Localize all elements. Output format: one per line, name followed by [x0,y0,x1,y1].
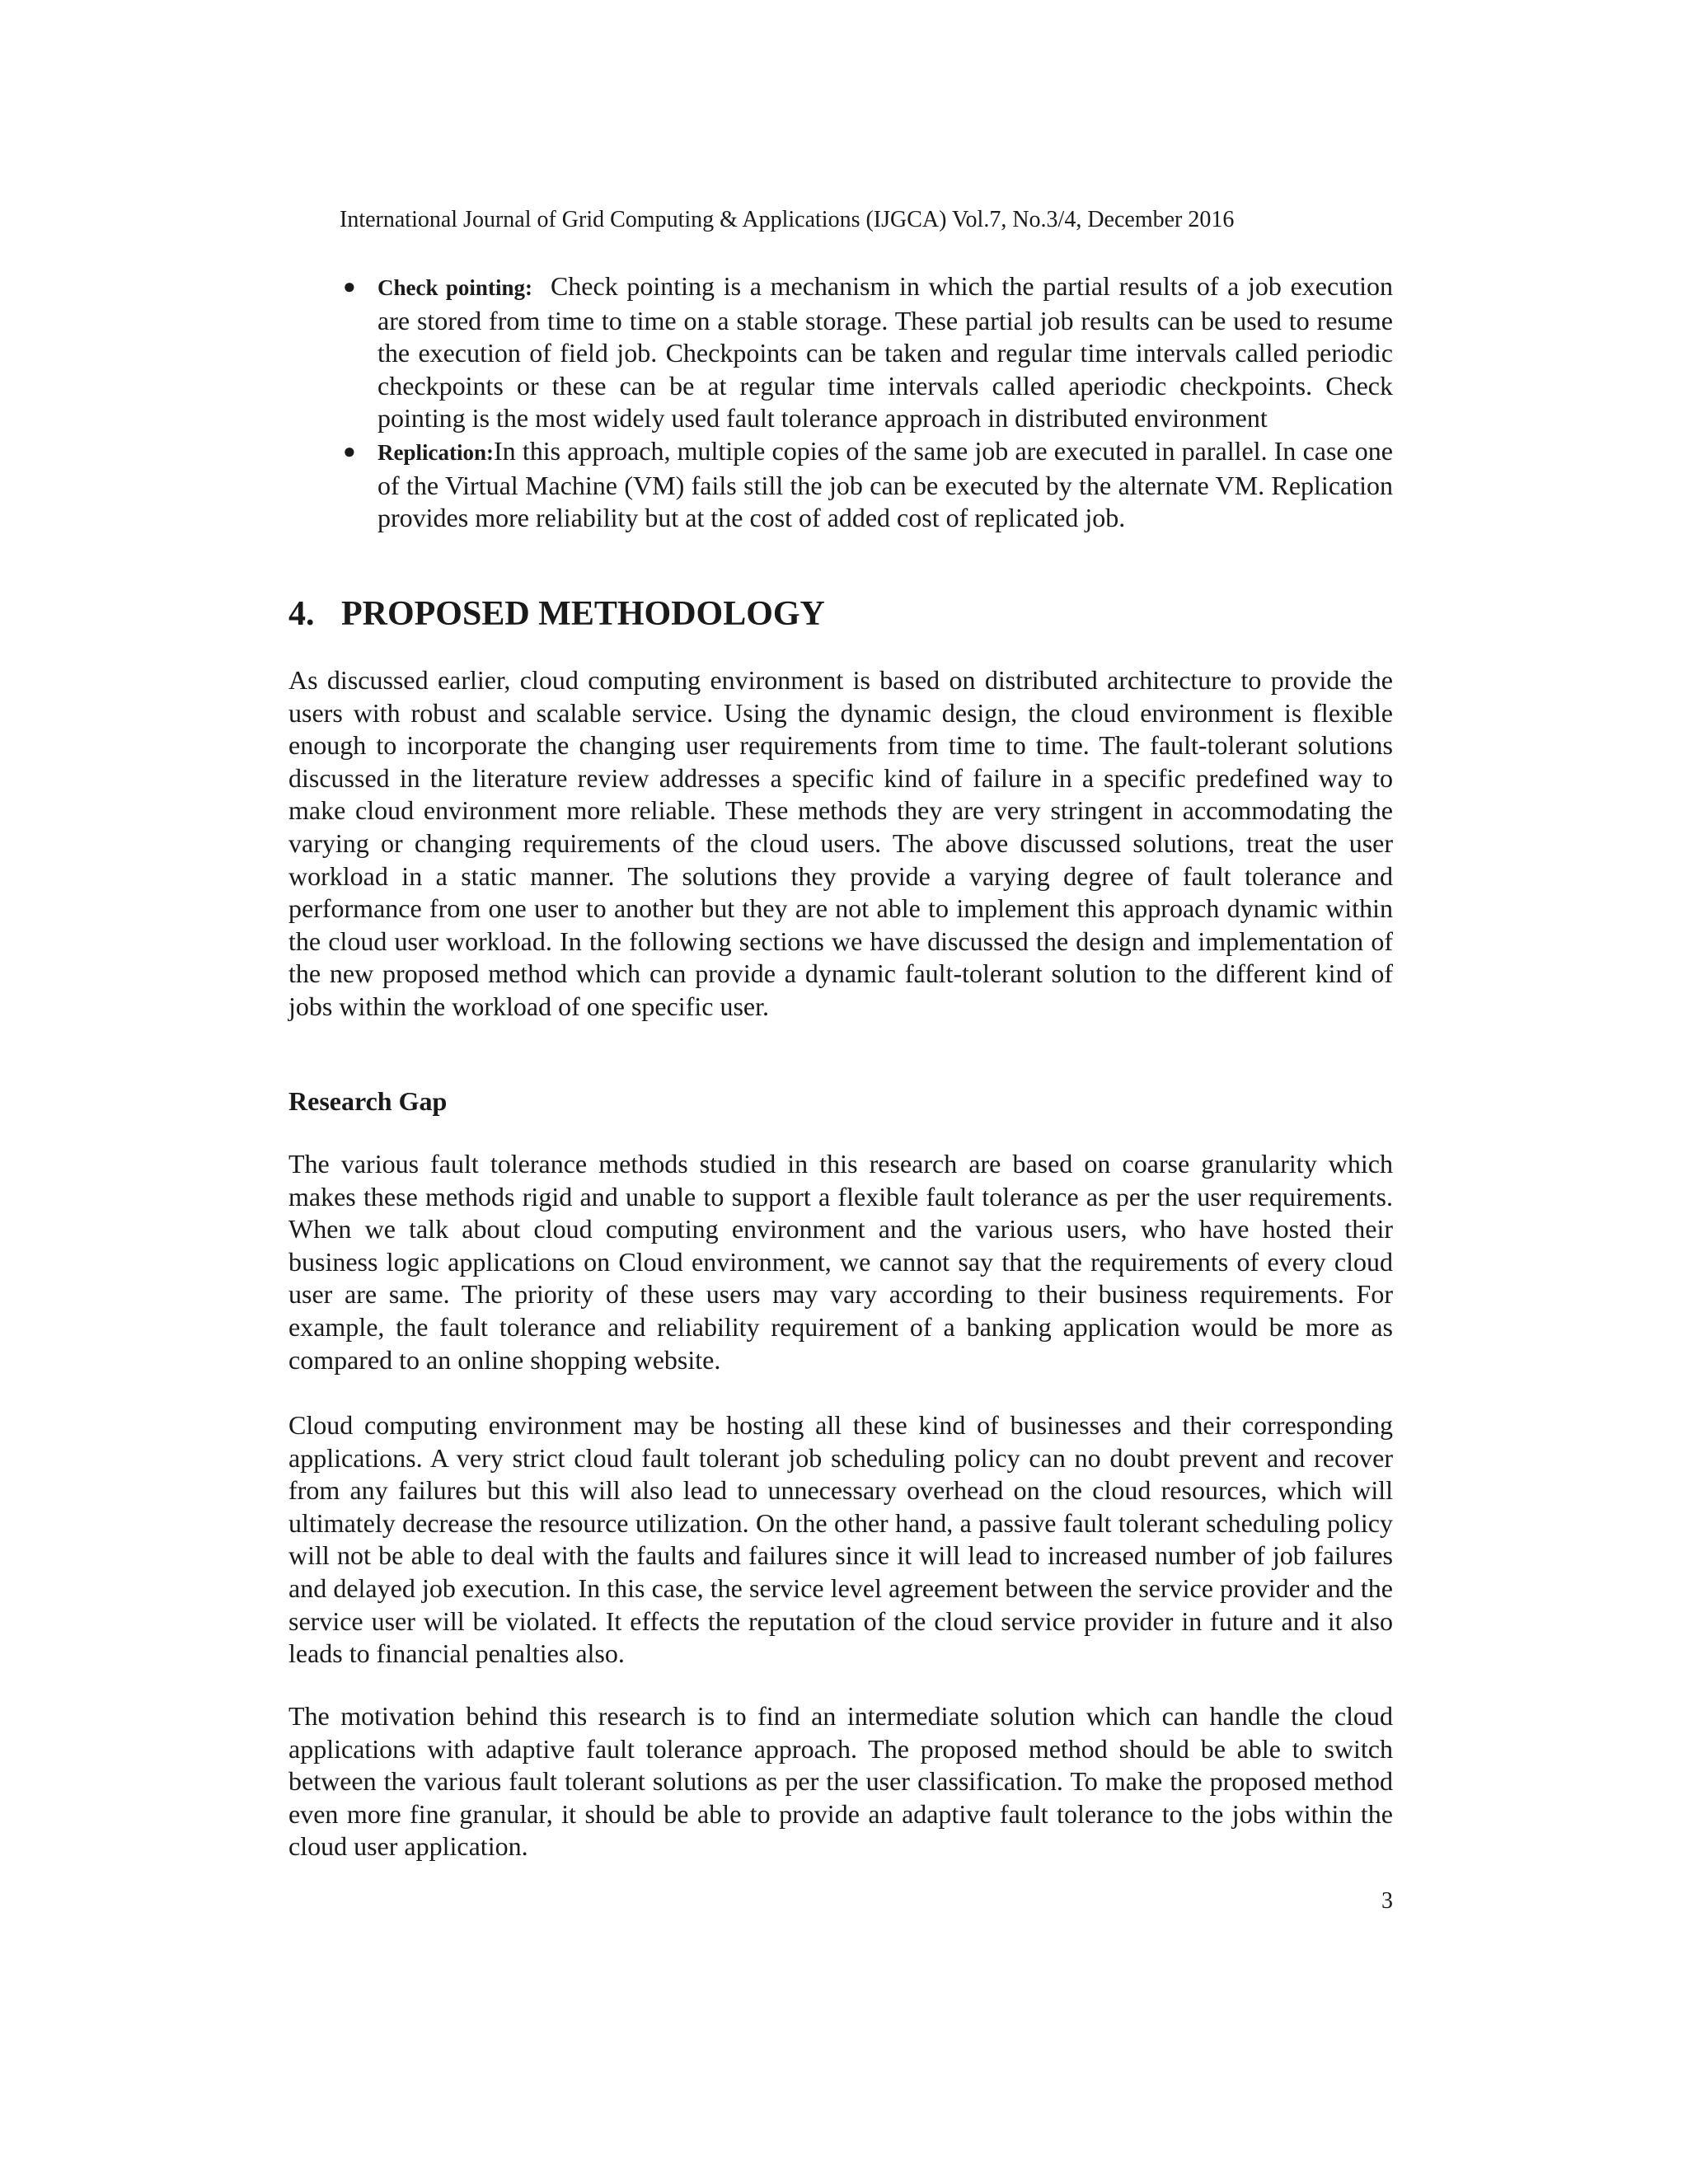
section-heading [288,593,825,635]
running-header: International Journal of Grid Computing & Applications (IJGCA) Vol.7, No.3/4, December 2016 [340,207,1235,232]
bullet-icon: ● [343,274,356,298]
bullet-text: In this approach, multiple copies of the same job are executed in parallel. In case one of the Virtual Machine (VM) fails still the job can be executed by the alternate VM. Replication provides more reliability but at the cost of added cost of replicated job. [377,435,1393,533]
bullet-list [340,270,1393,535]
bullet-text: Check pointing is a mechanism in which the partial results of a job execution are stored from time to time on a stable storage. These partial job results can be used to resume the execution of field job. Checkpoints can be taken and regular time intervals called periodic checkpoints or these can be at regular time intervals called aperiodic checkpoints. Check pointing is the most widely used fault tolerance approach in distributed environment [377,271,1393,434]
list-item [340,435,1393,535]
section-intro-paragraph: As discussed earlier, cloud computing environment is based on distributed architecture to provide the users with robust and scalable service. Using the dynamic design, the cloud environment is flexible enough to incorporate the changing user requirements from time to time. The fault-tolerant solutions discussed in the literature review addresses a specific kind of failure in a specific predefined way to make cloud environment more reliable. These methods they are very stringent in accommodating the varying or changing requirements of the cloud users. The above discussed solutions, treat the user workload in a static manner. The solutions they provide a varying degree of fault tolerance and performance from one user to another but they are not able to implement this approach dynamic within the cloud user workload. In the following sections we have discussed the design and implementation of the new proposed method which can provide a dynamic fault-tolerant solution to the different kind of jobs within the workload of one specific user. [288,665,1393,1021]
body-paragraph: Cloud computing environment may be hosting all these kind of businesses and their corresponding applications. A very strict cloud fault tolerant job scheduling policy can no doubt prevent and recover from any failures but this will also lead to unnecessary overhead on the cloud resources, which will ultimately decrease the resource utilization. On the other hand, a passive fault tolerant scheduling policy will not be able to deal with the faults and failures since it will lead to increased number of job failures and delayed job execution. In this case, the service level agreement between the service provider and the service user will be violated. It effects the reputation of the cloud service provider in future and it also leads to financial penalties also. [288,1410,1393,1669]
body-paragraph: The motivation behind this research is to find an intermediate solution which can handle the cloud applications with adaptive fault tolerance approach. The proposed method should be able to switch between the various fault tolerant solutions as per the user classification. To make the proposed method even more fine granular, it should be able to provide an adaptive fault tolerance to the jobs within the cloud user application. [288,1701,1393,1862]
body-paragraph: The various fault tolerance methods studied in this research are based on coarse granularity which makes these methods rigid and unable to support a flexible fault tolerance as per the user requirements. When we talk about cloud computing environment and the various users, who have hosted their business logic applications on Cloud environment, we cannot say that the requirements of every cloud user are same. The priority of these users may vary according to their business requirements. For example, the fault tolerance and reliability requirement of a banking application would be more as compared to an online shopping website. [288,1149,1393,1375]
section-number: 4. [288,595,315,633]
bullet-icon: ● [343,438,356,463]
list-item [340,270,1393,435]
page-number: 3 [1381,1888,1393,1914]
bullet-term: Check pointing: [377,275,532,300]
bullet-term: Replication: [377,439,494,465]
section-title: PROPOSED METHODOLOGY [341,595,825,633]
subsection-heading: Research Gap [288,1086,448,1116]
